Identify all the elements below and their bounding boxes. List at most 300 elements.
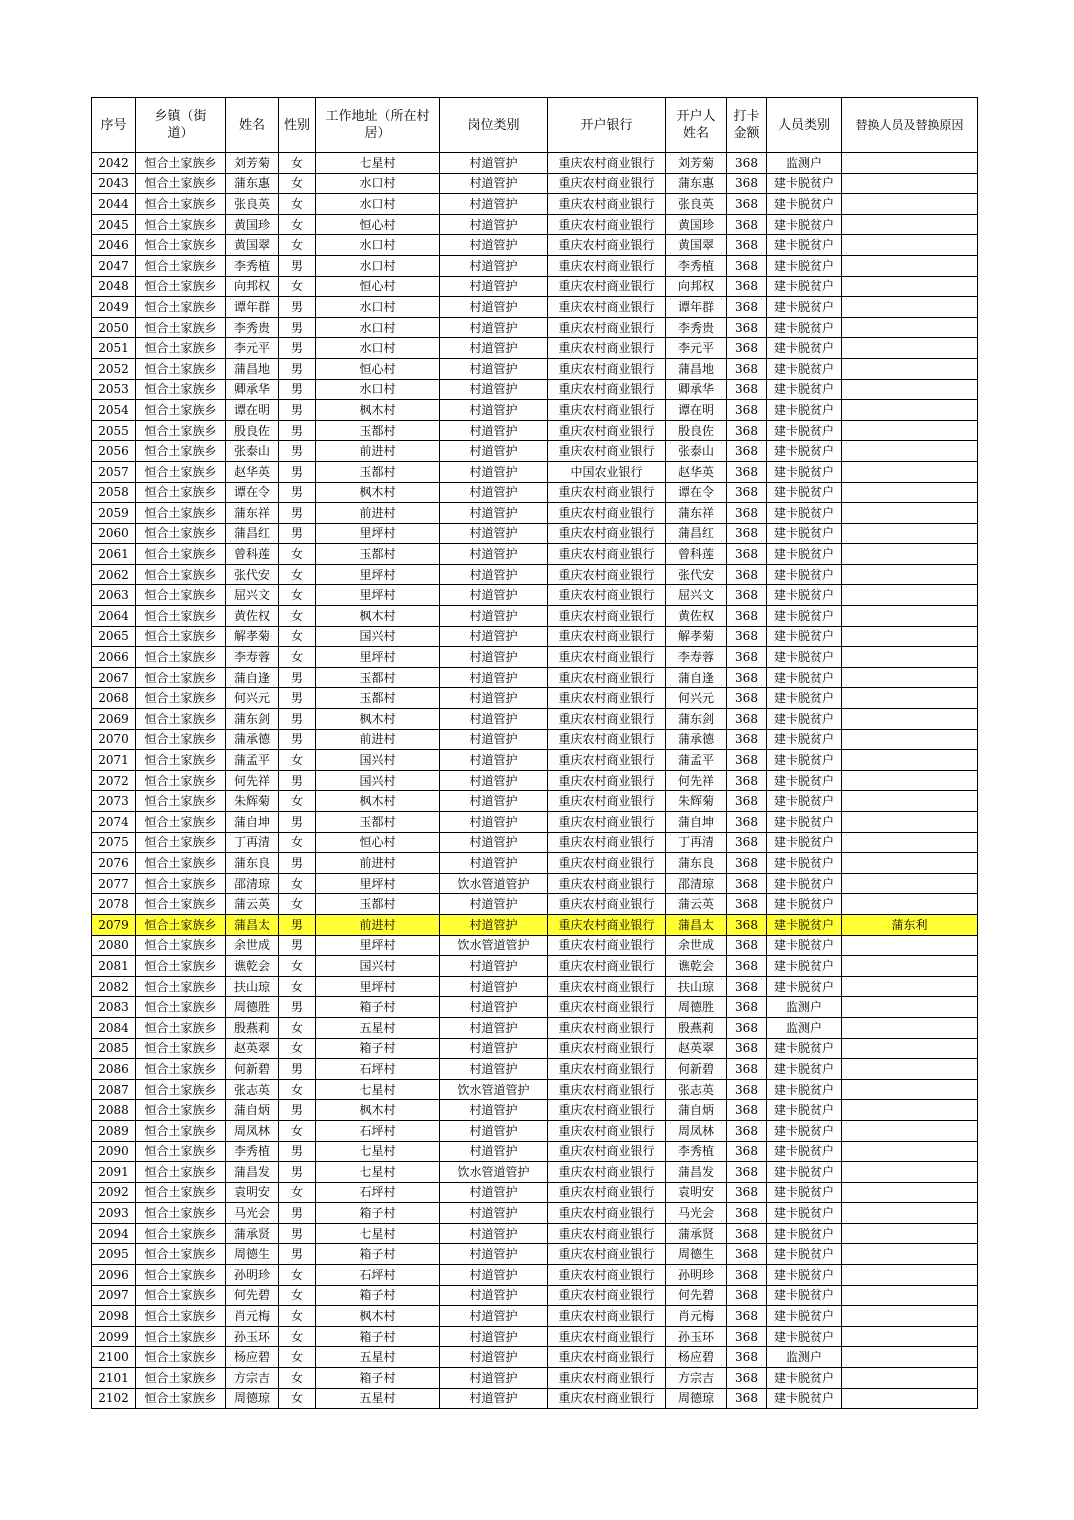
cell-person-category: 建卡脱贫户 (767, 173, 842, 194)
cell-replacement (842, 1162, 978, 1183)
cell-bank: 重庆农村商业银行 (548, 297, 666, 318)
cell-township: 恒合土家族乡 (136, 914, 226, 935)
cell-gender: 男 (279, 255, 316, 276)
cell-person-category: 建卡脱贫户 (767, 1326, 842, 1347)
table-row-highlighted (92, 914, 978, 935)
cell-bank: 重庆农村商业银行 (548, 729, 666, 750)
cell-township: 恒合土家族乡 (136, 770, 226, 791)
cell-replacement (842, 626, 978, 647)
cell-work-address: 七星村 (316, 1079, 440, 1100)
cell-township: 恒合土家族乡 (136, 1120, 226, 1141)
cell-work-address: 枫木村 (316, 482, 440, 503)
header-account-holder: 开户人姓名 (666, 98, 727, 153)
cell-account-holder: 扶山琼 (666, 976, 727, 997)
cell-name: 屈兴文 (226, 585, 279, 606)
cell-work-address: 水口村 (316, 297, 440, 318)
table-row (92, 1368, 978, 1389)
cell-work-address: 枫木村 (316, 400, 440, 421)
cell-account-holder: 曾科莲 (666, 544, 727, 565)
cell-bank: 重庆农村商业银行 (548, 1120, 666, 1141)
cell-gender: 男 (279, 317, 316, 338)
cell-township: 恒合土家族乡 (136, 976, 226, 997)
cell-person-category: 建卡脱贫户 (767, 606, 842, 627)
cell-position-type: 村道管护 (440, 956, 548, 977)
cell-person-category: 建卡脱贫户 (767, 544, 842, 565)
cell-township: 恒合土家族乡 (136, 1368, 226, 1389)
cell-account-holder: 何新碧 (666, 1059, 727, 1080)
cell-work-address: 水口村 (316, 255, 440, 276)
cell-amount: 368 (727, 1223, 767, 1244)
cell-seq: 2080 (92, 935, 136, 956)
cell-gender: 女 (279, 750, 316, 771)
cell-gender: 女 (279, 791, 316, 812)
cell-person-category: 建卡脱贫户 (767, 894, 842, 915)
cell-person-category: 建卡脱贫户 (767, 750, 842, 771)
cell-person-category: 建卡脱贫户 (767, 1100, 842, 1121)
cell-position-type: 村道管护 (440, 297, 548, 318)
cell-person-category: 建卡脱贫户 (767, 317, 842, 338)
cell-name: 袁明安 (226, 1182, 279, 1203)
cell-bank: 重庆农村商业银行 (548, 255, 666, 276)
cell-position-type: 村道管护 (440, 276, 548, 297)
cell-amount: 368 (727, 791, 767, 812)
cell-amount: 368 (727, 338, 767, 359)
cell-account-holder: 肖元梅 (666, 1306, 727, 1327)
cell-gender: 男 (279, 1223, 316, 1244)
cell-work-address: 五星村 (316, 1017, 440, 1038)
cell-township: 恒合土家族乡 (136, 873, 226, 894)
cell-person-category: 监测户 (767, 1347, 842, 1368)
cell-township: 恒合土家族乡 (136, 1141, 226, 1162)
cell-position-type: 饮水管道管护 (440, 935, 548, 956)
cell-gender: 男 (279, 338, 316, 359)
cell-work-address: 玉都村 (316, 420, 440, 441)
table-row (92, 770, 978, 791)
cell-replacement (842, 688, 978, 709)
cell-amount: 368 (727, 194, 767, 215)
cell-work-address: 前进村 (316, 914, 440, 935)
cell-amount: 368 (727, 1120, 767, 1141)
cell-position-type: 村道管护 (440, 194, 548, 215)
cell-person-category: 建卡脱贫户 (767, 255, 842, 276)
cell-bank: 重庆农村商业银行 (548, 1017, 666, 1038)
table-row (92, 997, 978, 1018)
cell-person-category: 建卡脱贫户 (767, 358, 842, 379)
table-row (92, 482, 978, 503)
cell-gender: 男 (279, 297, 316, 318)
cell-seq: 2099 (92, 1326, 136, 1347)
cell-bank: 重庆农村商业银行 (548, 914, 666, 935)
table-row (92, 1120, 978, 1141)
cell-seq: 2048 (92, 276, 136, 297)
cell-person-category: 建卡脱贫户 (767, 709, 842, 730)
cell-work-address: 前进村 (316, 729, 440, 750)
cell-replacement (842, 1244, 978, 1265)
cell-person-category: 建卡脱贫户 (767, 1038, 842, 1059)
cell-work-address: 前进村 (316, 503, 440, 524)
table-row (92, 461, 978, 482)
cell-replacement (842, 461, 978, 482)
cell-amount: 368 (727, 461, 767, 482)
cell-seq: 2060 (92, 523, 136, 544)
cell-seq: 2102 (92, 1388, 136, 1409)
cell-amount: 368 (727, 914, 767, 935)
cell-name: 李元平 (226, 338, 279, 359)
cell-position-type: 饮水管道管护 (440, 1162, 548, 1183)
cell-seq: 2053 (92, 379, 136, 400)
cell-person-category: 建卡脱贫户 (767, 935, 842, 956)
cell-amount: 368 (727, 1306, 767, 1327)
cell-bank: 重庆农村商业银行 (548, 482, 666, 503)
cell-work-address: 恒心村 (316, 832, 440, 853)
table-row (92, 214, 978, 235)
cell-position-type: 村道管护 (440, 585, 548, 606)
cell-account-holder: 李秀贵 (666, 317, 727, 338)
cell-account-holder: 解孝菊 (666, 626, 727, 647)
header-name: 姓名 (226, 98, 279, 153)
cell-township: 恒合土家族乡 (136, 709, 226, 730)
cell-person-category: 建卡脱贫户 (767, 1368, 842, 1389)
cell-name: 何先祥 (226, 770, 279, 791)
cell-township: 恒合土家族乡 (136, 194, 226, 215)
cell-account-holder: 黄佐权 (666, 606, 727, 627)
cell-name: 张良英 (226, 194, 279, 215)
cell-bank: 中国农业银行 (548, 461, 666, 482)
cell-bank: 重庆农村商业银行 (548, 667, 666, 688)
cell-person-category: 建卡脱贫户 (767, 791, 842, 812)
cell-bank: 重庆农村商业银行 (548, 791, 666, 812)
cell-replacement (842, 729, 978, 750)
cell-seq: 2052 (92, 358, 136, 379)
cell-name: 丁再清 (226, 832, 279, 853)
cell-work-address: 玉都村 (316, 461, 440, 482)
cell-township: 恒合土家族乡 (136, 1079, 226, 1100)
cell-amount: 368 (727, 894, 767, 915)
table-row (92, 1223, 978, 1244)
cell-account-holder: 周凤林 (666, 1120, 727, 1141)
cell-seq: 2067 (92, 667, 136, 688)
cell-name: 孙明珍 (226, 1265, 279, 1286)
cell-bank: 重庆农村商业银行 (548, 606, 666, 627)
cell-amount: 368 (727, 523, 767, 544)
cell-replacement (842, 1141, 978, 1162)
cell-gender: 男 (279, 420, 316, 441)
cell-replacement (842, 1120, 978, 1141)
table-row (92, 585, 978, 606)
cell-name: 赵华英 (226, 461, 279, 482)
cell-gender: 女 (279, 153, 316, 174)
cell-account-holder: 赵英翠 (666, 1038, 727, 1059)
cell-bank: 重庆农村商业银行 (548, 1079, 666, 1100)
cell-position-type: 村道管护 (440, 153, 548, 174)
cell-township: 恒合土家族乡 (136, 1388, 226, 1409)
cell-person-category: 监测户 (767, 153, 842, 174)
cell-township: 恒合土家族乡 (136, 812, 226, 833)
cell-gender: 女 (279, 1017, 316, 1038)
cell-gender: 男 (279, 770, 316, 791)
cell-position-type: 村道管护 (440, 1223, 548, 1244)
cell-bank: 重庆农村商业银行 (548, 1326, 666, 1347)
cell-replacement (842, 1079, 978, 1100)
cell-account-holder: 蒲昌发 (666, 1162, 727, 1183)
cell-account-holder: 蒲自坤 (666, 812, 727, 833)
cell-work-address: 里坪村 (316, 976, 440, 997)
cell-bank: 重庆农村商业银行 (548, 214, 666, 235)
cell-amount: 368 (727, 214, 767, 235)
cell-replacement (842, 709, 978, 730)
cell-account-holder: 屈兴文 (666, 585, 727, 606)
table-row (92, 935, 978, 956)
cell-person-category: 建卡脱贫户 (767, 1223, 842, 1244)
table-row (92, 400, 978, 421)
cell-account-holder: 蒲自炳 (666, 1100, 727, 1121)
cell-account-holder: 蒲承德 (666, 729, 727, 750)
cell-replacement (842, 173, 978, 194)
cell-seq: 2075 (92, 832, 136, 853)
cell-bank: 重庆农村商业银行 (548, 832, 666, 853)
table-row (92, 709, 978, 730)
cell-work-address: 玉都村 (316, 667, 440, 688)
cell-position-type: 村道管护 (440, 1017, 548, 1038)
cell-replacement (842, 482, 978, 503)
cell-gender: 男 (279, 441, 316, 462)
cell-account-holder: 蒲自逢 (666, 667, 727, 688)
cell-township: 恒合土家族乡 (136, 1347, 226, 1368)
cell-amount: 368 (727, 358, 767, 379)
cell-account-holder: 刘芳菊 (666, 153, 727, 174)
cell-seq: 2079 (92, 914, 136, 935)
cell-replacement (842, 544, 978, 565)
cell-position-type: 村道管护 (440, 1388, 548, 1409)
cell-account-holder: 谯乾会 (666, 956, 727, 977)
cell-person-category: 建卡脱贫户 (767, 585, 842, 606)
cell-township: 恒合土家族乡 (136, 853, 226, 874)
cell-bank: 重庆农村商业银行 (548, 194, 666, 215)
cell-amount: 368 (727, 626, 767, 647)
cell-township: 恒合土家族乡 (136, 420, 226, 441)
cell-township: 恒合土家族乡 (136, 606, 226, 627)
cell-work-address: 里坪村 (316, 647, 440, 668)
cell-account-holder: 蒲昌红 (666, 523, 727, 544)
table-row (92, 647, 978, 668)
cell-seq: 2092 (92, 1182, 136, 1203)
cell-work-address: 水口村 (316, 338, 440, 359)
cell-amount: 368 (727, 420, 767, 441)
cell-person-category: 建卡脱贫户 (767, 523, 842, 544)
cell-bank: 重庆农村商业银行 (548, 1182, 666, 1203)
cell-seq: 2096 (92, 1265, 136, 1286)
cell-gender: 男 (279, 461, 316, 482)
cell-bank: 重庆农村商业银行 (548, 276, 666, 297)
cell-seq: 2064 (92, 606, 136, 627)
table-row (92, 1285, 978, 1306)
cell-township: 恒合土家族乡 (136, 255, 226, 276)
cell-gender: 男 (279, 729, 316, 750)
cell-account-holder: 李秀植 (666, 1141, 727, 1162)
cell-account-holder: 张泰山 (666, 441, 727, 462)
cell-bank: 重庆农村商业银行 (548, 358, 666, 379)
cell-bank: 重庆农村商业银行 (548, 1203, 666, 1224)
cell-seq: 2047 (92, 255, 136, 276)
cell-position-type: 村道管护 (440, 832, 548, 853)
table-row (92, 1306, 978, 1327)
cell-bank: 重庆农村商业银行 (548, 1285, 666, 1306)
cell-amount: 368 (727, 997, 767, 1018)
cell-work-address: 箱子村 (316, 1326, 440, 1347)
cell-seq: 2058 (92, 482, 136, 503)
table-row (92, 956, 978, 977)
cell-gender: 女 (279, 1265, 316, 1286)
cell-gender: 男 (279, 358, 316, 379)
cell-amount: 368 (727, 173, 767, 194)
cell-work-address: 玉都村 (316, 688, 440, 709)
cell-person-category: 建卡脱贫户 (767, 1079, 842, 1100)
cell-name: 张泰山 (226, 441, 279, 462)
cell-name: 刘芳菊 (226, 153, 279, 174)
cell-work-address: 恒心村 (316, 276, 440, 297)
cell-seq: 2077 (92, 873, 136, 894)
cell-seq: 2095 (92, 1244, 136, 1265)
cell-township: 恒合土家族乡 (136, 832, 226, 853)
cell-amount: 368 (727, 750, 767, 771)
table-row (92, 832, 978, 853)
cell-account-holder: 蒲东剑 (666, 709, 727, 730)
cell-position-type: 村道管护 (440, 914, 548, 935)
cell-amount: 368 (727, 441, 767, 462)
cell-replacement (842, 606, 978, 627)
cell-work-address: 石坪村 (316, 1059, 440, 1080)
cell-position-type: 村道管护 (440, 853, 548, 874)
cell-amount: 368 (727, 400, 767, 421)
cell-township: 恒合土家族乡 (136, 276, 226, 297)
cell-person-category: 建卡脱贫户 (767, 379, 842, 400)
table-row (92, 1141, 978, 1162)
cell-name: 蒲昌太 (226, 914, 279, 935)
cell-gender: 女 (279, 1388, 316, 1409)
table-row (92, 894, 978, 915)
cell-name: 蒲自逢 (226, 667, 279, 688)
cell-work-address: 前进村 (316, 853, 440, 874)
cell-work-address: 国兴村 (316, 770, 440, 791)
cell-bank: 重庆农村商业银行 (548, 976, 666, 997)
cell-township: 恒合土家族乡 (136, 997, 226, 1018)
cell-position-type: 村道管护 (440, 255, 548, 276)
cell-seq: 2044 (92, 194, 136, 215)
cell-person-category: 建卡脱贫户 (767, 1244, 842, 1265)
cell-replacement (842, 255, 978, 276)
header-person-category: 人员类别 (767, 98, 842, 153)
cell-amount: 368 (727, 317, 767, 338)
cell-work-address: 水口村 (316, 194, 440, 215)
cell-seq: 2074 (92, 812, 136, 833)
cell-name: 周德生 (226, 1244, 279, 1265)
cell-bank: 重庆农村商业银行 (548, 626, 666, 647)
cell-position-type: 村道管护 (440, 1326, 548, 1347)
cell-amount: 368 (727, 379, 767, 400)
cell-township: 恒合土家族乡 (136, 297, 226, 318)
cell-name: 曾科莲 (226, 544, 279, 565)
cell-name: 孙玉环 (226, 1326, 279, 1347)
cell-bank: 重庆农村商业银行 (548, 647, 666, 668)
cell-gender: 男 (279, 503, 316, 524)
table-row (92, 255, 978, 276)
cell-seq: 2073 (92, 791, 136, 812)
cell-person-category: 建卡脱贫户 (767, 812, 842, 833)
cell-work-address: 国兴村 (316, 626, 440, 647)
cell-bank: 重庆农村商业银行 (548, 894, 666, 915)
cell-township: 恒合土家族乡 (136, 523, 226, 544)
table-row (92, 379, 978, 400)
cell-position-type: 村道管护 (440, 461, 548, 482)
cell-township: 恒合土家族乡 (136, 1100, 226, 1121)
cell-position-type: 村道管护 (440, 235, 548, 256)
cell-work-address: 玉都村 (316, 812, 440, 833)
cell-account-holder: 殷良佐 (666, 420, 727, 441)
cell-account-holder: 赵华英 (666, 461, 727, 482)
cell-replacement (842, 523, 978, 544)
table-row (92, 358, 978, 379)
cell-replacement (842, 338, 978, 359)
cell-amount: 368 (727, 503, 767, 524)
cell-name: 朱辉菊 (226, 791, 279, 812)
cell-amount: 368 (727, 976, 767, 997)
cell-account-holder: 邵清琼 (666, 873, 727, 894)
cell-bank: 重庆农村商业银行 (548, 1162, 666, 1183)
cell-seq: 2084 (92, 1017, 136, 1038)
cell-person-category: 建卡脱贫户 (767, 441, 842, 462)
cell-gender: 男 (279, 1141, 316, 1162)
cell-amount: 368 (727, 873, 767, 894)
cell-position-type: 村道管护 (440, 729, 548, 750)
cell-bank: 重庆农村商业银行 (548, 1244, 666, 1265)
cell-position-type: 村道管护 (440, 358, 548, 379)
cell-person-category: 建卡脱贫户 (767, 1141, 842, 1162)
cell-replacement (842, 1306, 978, 1327)
table-row (92, 791, 978, 812)
table-row (92, 1017, 978, 1038)
cell-amount: 368 (727, 1368, 767, 1389)
table-row (92, 317, 978, 338)
cell-position-type: 村道管护 (440, 1368, 548, 1389)
cell-township: 恒合土家族乡 (136, 1182, 226, 1203)
cell-account-holder: 谭在明 (666, 400, 727, 421)
cell-gender: 男 (279, 812, 316, 833)
cell-position-type: 村道管护 (440, 1120, 548, 1141)
cell-township: 恒合土家族乡 (136, 1203, 226, 1224)
cell-township: 恒合土家族乡 (136, 688, 226, 709)
cell-gender: 男 (279, 935, 316, 956)
cell-gender: 男 (279, 1203, 316, 1224)
cell-bank: 重庆农村商业银行 (548, 235, 666, 256)
cell-work-address: 国兴村 (316, 956, 440, 977)
cell-amount: 368 (727, 956, 767, 977)
cell-gender: 女 (279, 564, 316, 585)
cell-account-holder: 丁再清 (666, 832, 727, 853)
cell-gender: 女 (279, 1285, 316, 1306)
cell-account-holder: 蒲云英 (666, 894, 727, 915)
cell-work-address: 玉都村 (316, 894, 440, 915)
table-row (92, 1347, 978, 1368)
cell-amount: 368 (727, 235, 767, 256)
cell-amount: 368 (727, 812, 767, 833)
cell-work-address: 枫木村 (316, 1306, 440, 1327)
cell-amount: 368 (727, 1100, 767, 1121)
cell-seq: 2055 (92, 420, 136, 441)
cell-work-address: 七星村 (316, 1141, 440, 1162)
cell-work-address: 前进村 (316, 441, 440, 462)
cell-township: 恒合土家族乡 (136, 1285, 226, 1306)
cell-account-holder: 向邦权 (666, 276, 727, 297)
